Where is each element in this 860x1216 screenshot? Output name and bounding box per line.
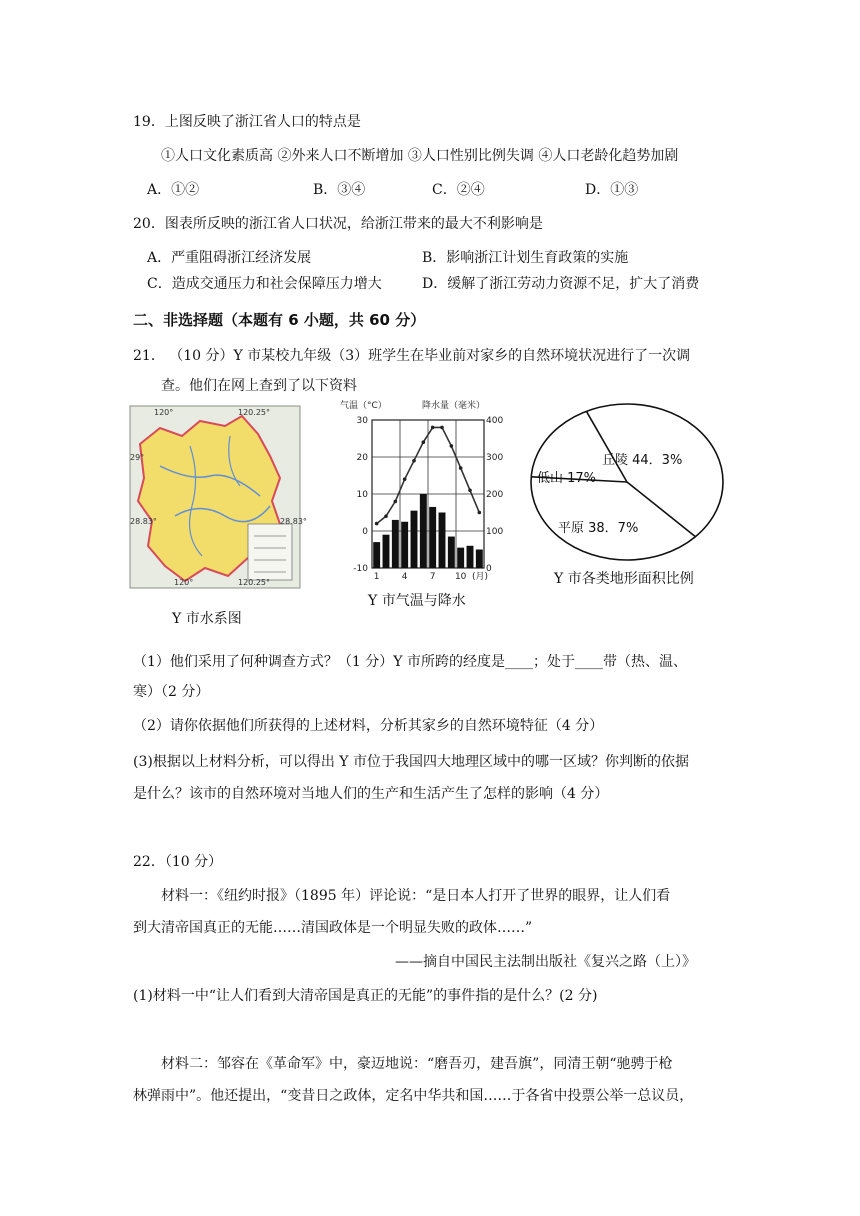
climate-x-tick: 4 (401, 572, 408, 582)
temperature-point (412, 459, 416, 463)
map-caption: Y 市水系图 (172, 611, 242, 627)
climate-left-tick: 0 (362, 527, 368, 537)
climate-left-tick: 20 (356, 453, 368, 463)
temperature-point (431, 426, 435, 430)
q21-part2: （2）请你依据他们所获得的上述材料，分析其家乡的自然环境特征（4 分） (133, 718, 604, 734)
q22-question1: (1)材料一中“让人们看到大清帝国是真正的无能”的事件指的是什么？(2 分) (133, 988, 598, 1004)
q22-source: ——摘自中国民主法制出版社《复兴之路（上）》 (395, 954, 696, 970)
q22-material1-line2: 到大清帝国真正的无能……清国政体是一个明显失败的政体……” (133, 920, 533, 936)
precipitation-bar (439, 513, 446, 569)
q21-part3-line1: (3)根据以上材料分析，可以得出 Y 市位于我国四大地理区域中的哪一区域？你判断的依据 (133, 754, 689, 770)
q20-option-b: B．影响浙江计划生育政策的实施 (422, 250, 629, 266)
map-label-28-83-left: 28.83° (130, 517, 157, 526)
climate-x-tick: (月) (471, 572, 489, 582)
q19-choice-c: C．②④ (432, 182, 485, 198)
q19-choice-b: B．③④ (313, 182, 366, 198)
q21-part1-line1: （1）他们采用了何种调查方式？（1 分）Y 市所跨的经度是____；处于____带（热、温、 (133, 654, 687, 670)
climate-left-tick: 10 (356, 490, 368, 500)
water-system-map (130, 406, 307, 588)
q20-stem: 20．图表所反映的浙江省人口状况，给浙江带来的最大不利影响是 (133, 216, 543, 232)
q22-material2-line1: 材料二：邹容在《革命军》中，豪迈地说：“磨吾刃，建吾旗”，同清王朝“驰骋于枪 (161, 1056, 673, 1072)
terrain-pie-chart (525, 398, 731, 568)
map-label-120-bottom: 120° (174, 578, 194, 587)
map-label-120-25-top: 120.25° (238, 408, 270, 417)
precipitation-bar (467, 546, 474, 568)
temperature-point (422, 440, 426, 444)
q22-material1-line1: 材料一：《纽约时报》（1895 年）评论说：“是日本人打开了世界的眼界，让人们看 (161, 888, 671, 904)
climate-x-tick: 1 (373, 572, 380, 582)
precipitation-bar (429, 507, 436, 568)
pie-label-plain: 平原 38．7% (558, 521, 639, 536)
climate-x-tick: 7 (429, 572, 436, 582)
temperature-point (440, 426, 444, 430)
climate-caption: Y 市气温与降水 (368, 593, 466, 609)
temperature-point (384, 514, 388, 518)
precipitation-bar (383, 535, 390, 568)
climate-right-tick: 200 (486, 490, 504, 500)
temperature-point (375, 522, 379, 526)
q22-heading: 22．（10 分） (133, 854, 223, 870)
climate-right-tick: 100 (486, 527, 504, 537)
climate-left-axis-label: 气温（°C） (340, 401, 387, 411)
climate-left-tick: 30 (356, 416, 368, 426)
section-title: 二、非选择题（本题有 6 小题，共 60 分） (133, 311, 426, 329)
q21-intro-line1: 21． （10 分）Y 市某校九年级（3）班学生在毕业前对家乡的自然环境状况进行了一次调 (133, 348, 691, 364)
q20-option-a: A．严重阻碍浙江经济发展 (147, 250, 312, 266)
precipitation-bar (411, 511, 418, 568)
climate-chart (338, 398, 504, 584)
climate-right-tick: 300 (486, 453, 504, 463)
temperature-point (403, 477, 407, 481)
precipitation-bar (448, 537, 455, 568)
q20-option-c: C．造成交通压力和社会保障压力增大 (147, 276, 382, 292)
map-label-120-top: 120° (154, 408, 174, 417)
q19-choice-d: D．①③ (585, 182, 639, 198)
precipitation-bar (420, 494, 427, 568)
precipitation-bar (401, 522, 408, 568)
map-label-29: 29° (130, 453, 145, 462)
precipitation-bar (476, 550, 483, 569)
pie-label-hills: 丘陵 44．3% (602, 453, 683, 468)
q21-intro-line2: 查。他们在网上查到了以下资料 (161, 378, 357, 394)
pie-caption: Y 市各类地形面积比例 (554, 571, 694, 587)
precipitation-bar (373, 542, 380, 568)
q19-choice-a: A．①② (147, 182, 200, 198)
temperature-point (450, 444, 454, 448)
q21-part1-line2: 寒）（2 分） (133, 684, 210, 700)
climate-left-tick: -10 (353, 564, 368, 574)
pie-label-low-mountain: 低山 17% (537, 471, 597, 486)
climate-x-tick: 10 (454, 572, 467, 582)
precipitation-bar (392, 520, 399, 568)
q22-material2-line2: 林弹雨中”。他还提出，“变昔日之政体，定名中华共和国……于各省中投票公举一总议员， (133, 1088, 694, 1104)
temperature-point (394, 500, 398, 504)
temperature-point (459, 466, 463, 470)
q20-option-d: D．缓解了浙江劳动力资源不足，扩大了消费 (422, 276, 700, 292)
climate-right-tick: 400 (486, 416, 504, 426)
climate-right-tick: 0 (486, 564, 492, 574)
map-label-28-83-right: 28.83° (280, 517, 307, 526)
precipitation-bar (457, 548, 464, 568)
q19-stem: 19．上图反映了浙江省人口的特点是 (133, 114, 361, 130)
map-label-120-25-bottom: 120.25° (238, 578, 270, 587)
temperature-point (468, 489, 472, 493)
q19-options-line: ①人口文化素质高 ②外来人口不断增加 ③人口性别比例失调 ④人口老龄化趋势加剧 (161, 148, 679, 164)
temperature-point (478, 511, 482, 515)
climate-right-axis-label: 降水量（毫米） (422, 401, 486, 411)
q21-part3-line2: 是什么？该市的自然环境对当地人们的生产和生活产生了怎样的影响（4 分） (133, 786, 609, 802)
